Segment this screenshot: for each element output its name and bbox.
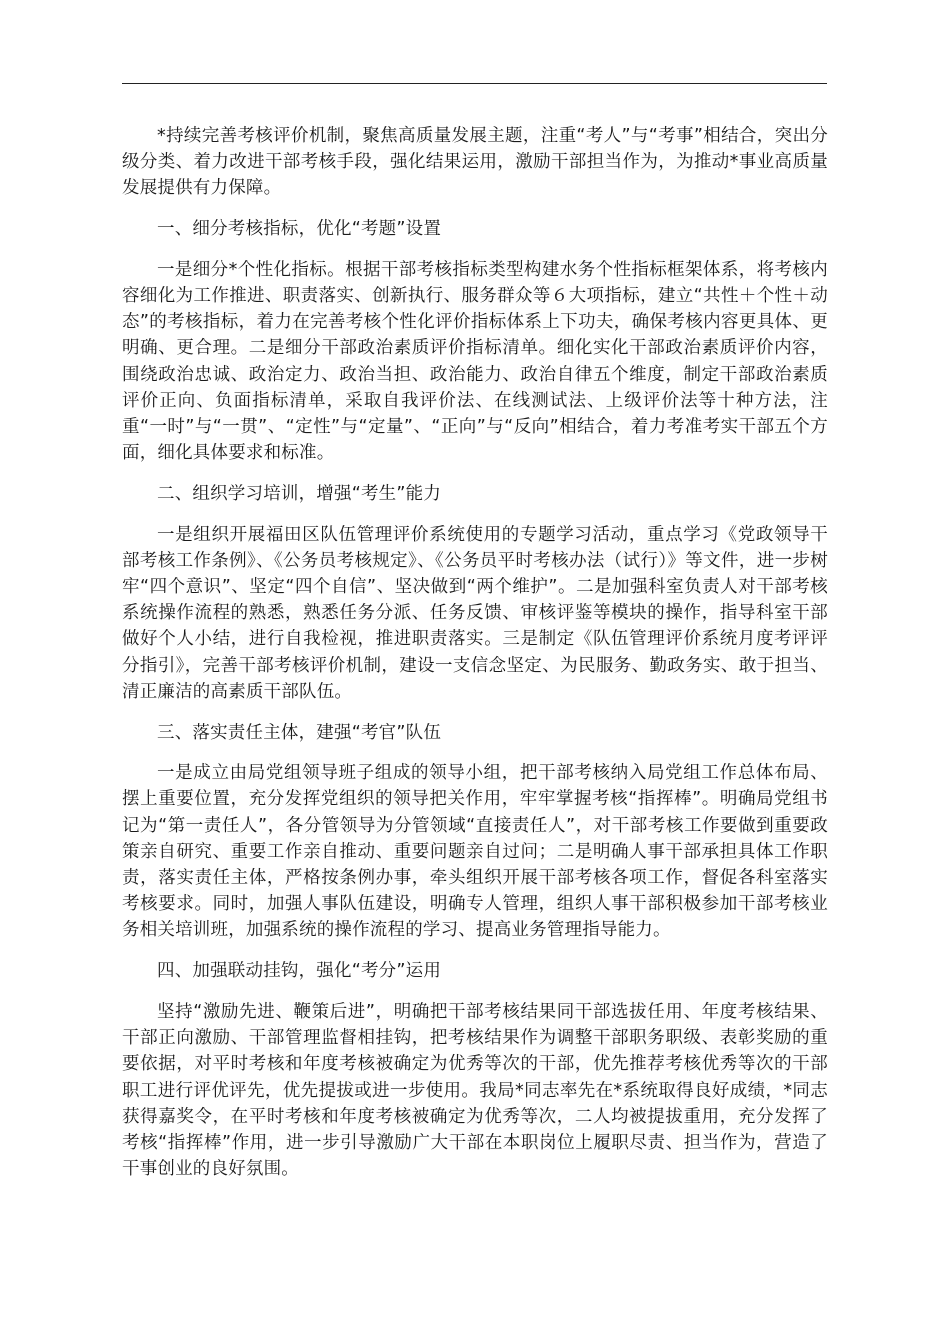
section-3-paragraph: 一是成立由局党组领导班子组成的领导小组，把干部考核纳入局党组工作总体布局、摆上重要位置，充分发挥党组织的领导把关作用，牢牢掌握考核“指挥棒”。明确局党组书记为“第一责任人”，各分管领导为分管领域“直接责任人”，对干部考核工作要做到重要政策亲自研究、重要工作亲自推动、重要问题亲自过问；二是明确人事干部承担具体工作职责，落实责任主体，严格按条例办事，牵头组织开展干部考核各项工作，督促各科室落实考核要求。同时，加强人事队伍建设，明确专人管理，组织人事干部积极参加干部考核业务相关培训班，加强系统的操作流程的学习、提高业务管理指导能力。 <box>122 763 828 941</box>
section-2-heading: 二、组织学习培训，增强“考生”能力 <box>157 483 442 504</box>
intro-paragraph: *持续完善考核评价机制，聚焦高质量发展主题，注重“考人”与“考事”相结合，突出分级分类、着力改进干部考核手段，强化结果运用，激励干部担当作为，为推动*事业高质量发展提供有力保障。 <box>122 126 828 199</box>
header-rule <box>122 83 827 84</box>
section-2-paragraph: 一是组织开展福田区队伍管理评价系统使用的专题学习活动，重点学习《党政领导干部考核工作条例》、《公务员考核规定》、《公务员平时考核办法（试行）》等文件，进一步树牢“四个意识”、坚定“四个自信”、坚决做到“两个维护”。二是加强科室负责人对干部考核系统操作流程的熟悉，熟悉任务分派、任务反馈、审核评鉴等模块的操作，指导科室干部做好个人小结，进行自我检视，推进职责落实。三是制定《队伍管理评价系统月度考评评分指引》，完善干部考核评价机制，建设一支信念坚定、为民服务、勤政务实、敢于担当、清正廉洁的高素质干部队伍。 <box>122 524 828 702</box>
section-4-heading: 四、加强联动挂钩，强化“考分”运用 <box>157 961 442 982</box>
section-1-heading: 一、细分考核指标，优化“考题”设置 <box>157 219 442 240</box>
section-4-paragraph: 坚持“激励先进、鞭策后进”，明确把干部考核结果同干部选拔任用、年度考核结果、干部正向激励、干部管理监督相挂钩，把考核结果作为调整干部职务职级、表彰奖励的重要依据，对平时考核和年度考核被确定为优秀等次的干部，优先推荐考核优秀等次的干部职工进行评优评先，优先提拔或进一步使用。我局*同志率先在*系统取得良好成绩，*同志获得嘉奖令，在平时考核和年度考核被确定为优秀等次，二人均被提拔重用，充分发挥了考核“指挥棒”作用，进一步引导激励广大干部在本职岗位上履职尽责、担当作为，营造了干事创业的良好氛围。 <box>122 1001 828 1180</box>
section-3-heading: 三、落实责任主体，建强“考官”队伍 <box>157 722 442 743</box>
section-1-paragraph: 一是细分*个性化指标。根据干部考核指标类型构建水务个性指标框架体系，将考核内容细化为工作推进、职责落实、创新执行、服务群众等６大项指标，建立“共性＋个性＋动态”的考核指标，着力在完善考核个性化评价指标体系上下功夫，确保考核内容更具体、更明确、更合理。二是细分干部政治素质评价指标清单。细化实化干部政治素质评价内容，围绕政治忠诚、政治定力、政治当担、政治能力、政治自律五个维度，制定干部政治素质评价正向、负面指标清单，采取自我评价法、在线测试法、上级评价法等十种方法，注重“一时”与“一贯”、“定性”与“定量”、“正向”与“反向”相结合，着力考准考实干部五个方面，细化具体要求和标准。 <box>122 259 828 464</box>
document-body <box>122 123 828 1197</box>
